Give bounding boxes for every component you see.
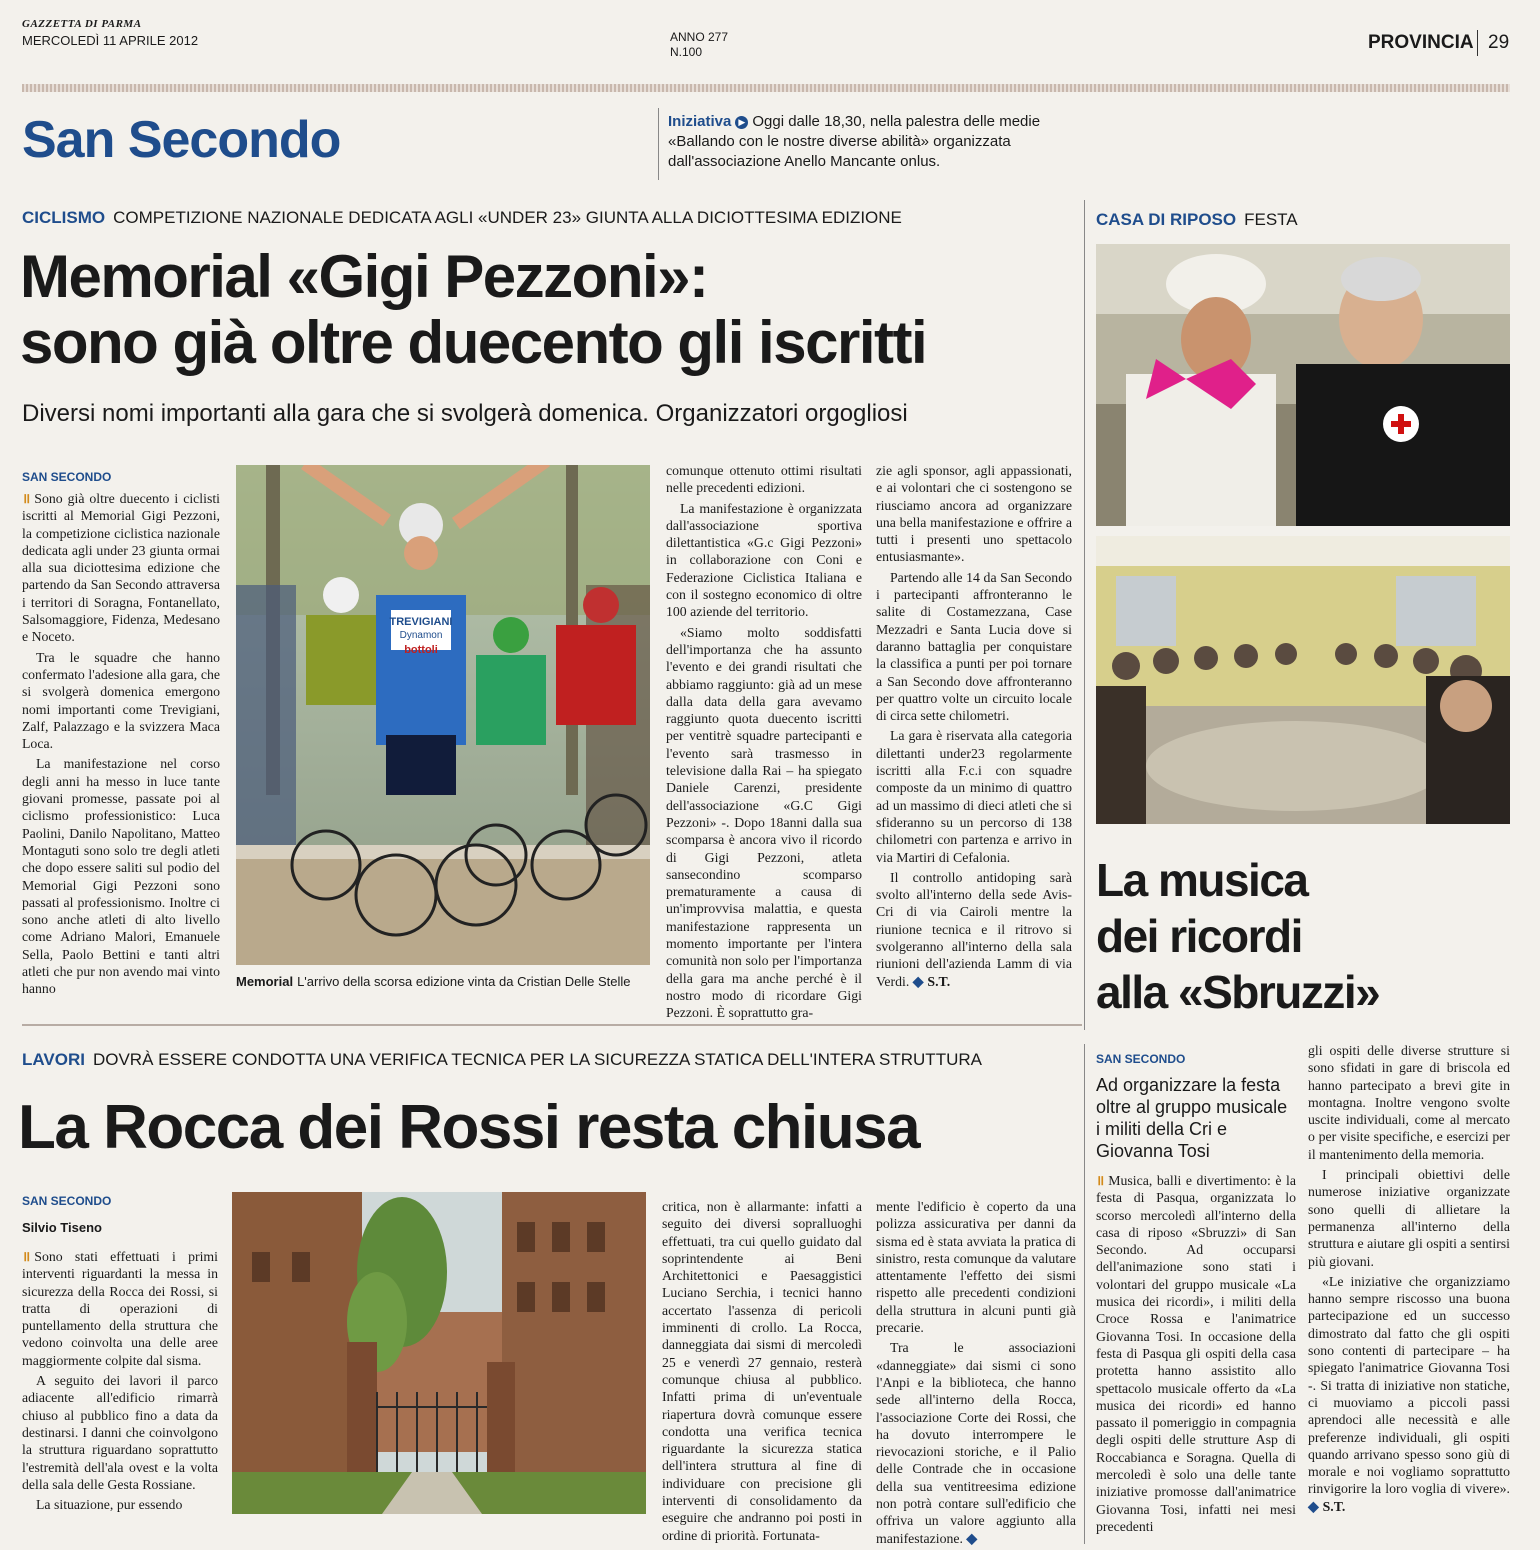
end-diamond-icon: ◆ (912, 973, 924, 989)
rocca-photo (232, 1192, 646, 1514)
article1-dateline: SAN SECONDO (22, 470, 112, 484)
article1-kicker-text: COMPETIZIONE NAZIONALE DEDICATA AGLI «UNDER 23» GIUNTA ALLA DICIOTTESIMA EDIZIONE (113, 208, 902, 227)
section-name: PROVINCIA (1368, 32, 1474, 53)
article2-column-2 (662, 1198, 862, 1547)
paragraph: Partendo alle 14 da San Secondo i partecipanti affronteranno le salite di Costamezzana, Case Mezzadri e Santa Lucia dove si daranno battaglia per conquistare la classifica a punti per poi tornare a San Secondo dove affronteranno per quattro volte un circuito locale di circa sette chilometri. (876, 569, 1072, 724)
paragraph: Il controllo antidoping sarà svolto all'interno della sede Avis-Cri di via Cairoli mentre la riunione tecnica e il ritrovo si svolgeranno all'interno della sala riunioni dell'azienda Lamm di via Verdi. ◆ S.T. (876, 869, 1072, 989)
paragraph: comunque ottenuto ottimi risultati nelle precedenti edizioni. (666, 463, 862, 496)
article3-column-1 (1096, 1172, 1296, 1538)
article3-subhead: Ad organizzare la festa oltre al gruppo musicale i militi della Cri e Giovanna Tosi (1096, 1075, 1288, 1161)
article3-dateline: SAN SECONDO (1096, 1052, 1186, 1066)
article3-headline-line1: La musica (1096, 854, 1308, 906)
iniziativa-box (668, 112, 1088, 172)
jersey-text-3: bottoli (404, 644, 438, 656)
anno-label: ANNO 277 (670, 30, 729, 44)
paragraph: ॥ Sono già oltre duecento i ciclisti iscritti al Memorial Gigi Pezzoni, la competizione ciclistica nazionale dedicata agli under 23 giunta ormai alla sua diciottesima edizione che partendo da San Secondo attraversa i territori di Soragna, Fontanellato, Salsomaggiore, Fidenza, Medesano e Noceto. (22, 491, 220, 645)
jersey-text-2: Dynamon (399, 630, 443, 641)
numero-label: N.100 (670, 45, 703, 59)
issue-number (670, 30, 728, 60)
caption-label: Memorial (236, 974, 294, 989)
paragraph-marker-icon: ॥ (22, 1249, 31, 1264)
end-diamond-icon: ◆ (966, 1530, 978, 1546)
article2-column-1 (22, 1248, 218, 1516)
article2-kicker (22, 1050, 982, 1070)
article3-headline (1096, 852, 1510, 1020)
paragraph: «Le iniziative che organizziamo hanno sempre riscosso una buona partecipazione ed un successo dimostrato dal fatto che gli ospiti sono contenti di partecipare – ha spiegato l'animatrice Giovanna Tosi -. Si tratta di iniziative non statiche, ci muoviamo a piccoli passi aprendoci alle necessità e alle preferenze individuali, gli ospiti quando arrivano spesso sono giù di morale e noi vogliamo soprattutto rinvigorire la loro voglia di vivere». ◆ S.T. (1308, 1273, 1510, 1514)
article3-kicker-tag: CASA DI RIPOSO (1096, 210, 1237, 229)
dining-hall-photo (1096, 536, 1510, 824)
iniziativa-text: Oggi dalle 18,30, nella palestra delle medie «Ballando con le nostre diverse abilità» organizzata dall'associazione Anello Mancante onlus. (668, 113, 1041, 170)
article1-kicker-tag: CICLISMO (22, 208, 106, 227)
section-divider (1477, 30, 1478, 56)
end-diamond-icon: ◆ (1308, 1498, 1319, 1514)
paragraph: La situazione, pur essendo (36, 1497, 183, 1513)
article2-byline: Silvio Tiseno (22, 1220, 102, 1235)
article3-kicker (1096, 210, 1298, 230)
paragraph: ॥ Musica, balli e divertimento: è la festa di Pasqua, organizzata lo scorso mercoledì all'interno della casa di riposo «Sbruzzi» di San Secondo. Ad occuparsi dell'animazione sono stati i volontari del gruppo musicale «La musica dei ricordi», i militi della Croce Rossa e l'animatrice Giovanna Tosi. In occasione della festa di Pasqua gli ospiti della casa protetta hanno assistito allo spettacolo musicale offerto da «La musica dei ricordi» ed hanno passato il pomeriggio in compagnia degli ospiti delle strutture Asp di Roccabianca e Soragna. Quella di mercoledì è solo una delle tante iniziative promosse dall'animatrice Giovanna Tosi, infatti nei mesi precedenti (1096, 1173, 1296, 1534)
signature: S.T. (927, 973, 951, 989)
paragraph: La manifestazione è organizzata dall'associazione sportiva dilettantistica «G.c Gigi Pezzoni» in collaborazione con Coni e Federazione Ciclistica Italiana e con il sostegno economico di oltre 100 aziende del territorio. (666, 500, 862, 620)
town-title: San Secondo (22, 111, 341, 169)
paragraph: La manifestazione nel corso degli anni ha messo in luce tante giovani promesse, passate poi al ciclismo professionistico: Luca Paolini, Danilo Napolitano, Matteo Montaguti sono solo tre degli atleti che dopo essere saliti sul podio del Memorial Gigi Pezzoni sono passati al professionismo. Inoltre ci sono anche atleti di alto livello come Adriano Malori, Emanuele Sella, Paolo Bettini e tanti altri atleti che pur non avendo mai vinto hanno (22, 756, 220, 997)
column-divider-lower (1084, 1044, 1085, 1544)
paragraph: critica, non è allarmante: infatti a seguito dei diversi sopralluoghi effettuati, tra cui quello guidato dal soprintendente ai Beni Architettonici e Paesaggistici Luciano Serchia, i tecnici hanno accertato l'assenza di pericoli imminenti di crollo. La Rocca, danneggiata dai sismi di mercoledì 25 e venerdì 27 gennaio, resterà comunque chiusa al pubblico. Infatti prima di un'eventuale riapertura dovrà comunque essere condotta una verifica tecnica riguardante la sicurezza statica dell'intera struttura al fine di individuare con precisione gli interventi di consolidamento da eseguire che andranno poi posti in ordine di priorità. Fortunata- (662, 1199, 862, 1543)
article1-column-1 (22, 490, 220, 1001)
article-separator (22, 1024, 1082, 1026)
issue-date: MERCOLEDÌ 11 APRILE 2012 (22, 33, 199, 48)
paragraph: A seguito dei lavori il parco adiacente all'edificio rimarrà chiuso al pubblico fino a data da destinarsi. I danni che coinvolgono la struttura riguardano soprattutto l'estremità dell'ala ovest e la volta della sala delle Gesta Rossiane. (22, 1373, 218, 1492)
article2-column-3 (876, 1198, 1076, 1550)
caption-text: L'arrivo della scorsa edizione vinta da Cristian Delle Stelle (297, 974, 631, 989)
paragraph: La gara è riservata alla categoria dilettanti under23 regolarmente iscritti alla F.c.i con squadre composte da un minimo di quattro ad un massimo di dieci atleti che si sfideranno su un percorso di 138 chilometri con partenza e arrivo in via Martiri di Cefalonia. (876, 728, 1072, 865)
signature: S.T. (1322, 1498, 1346, 1514)
article3-headline-line3: alla «Sbruzzi» (1096, 966, 1380, 1018)
article2-headline: La Rocca dei Rossi resta chiusa (18, 1093, 920, 1162)
article1-headline-line1: Memorial «Gigi Pezzoni»: (20, 243, 708, 310)
paragraph: ॥ Sono stati effettuati i primi interventi riguardanti la messa in sicurezza della Rocca dei Rossi, si tratta di operazioni di puntellamento della struttura che vedono coinvolta una delle aree maggiormente colpite dal sisma. (22, 1249, 218, 1368)
divider-iniziativa (658, 108, 659, 180)
arrow-right-icon: ▶ (735, 116, 748, 129)
paragraph-marker-icon: ॥ (22, 491, 31, 506)
paper-name: GAZZETTA DI PARMA (22, 18, 142, 30)
paragraph: Tra le associazioni «danneggiate» dai sismi ci sono l'Anpi e la biblioteca, che hanno sede all'interno della Rocca, l'associazione Corte dei Rossi, che ha dovuto interrompere le rievocazioni storiche, e il Palio delle Contrade che in occasione della sua ventitreesima edizione non potrà contare sull'edificio che offriva un valore aggiunto alla manifestazione. ◆ (876, 1340, 1076, 1546)
article3-headline-line2: dei ricordi (1096, 910, 1302, 962)
page-number: 29 (1488, 32, 1510, 53)
masthead-rule (22, 84, 1510, 92)
article3-column-2 (1308, 1042, 1510, 1518)
article1-headline (20, 244, 1080, 376)
article2-kicker-text: DOVRÀ ESSERE CONDOTTA UNA VERIFICA TECNICA PER LA SICUREZZA STATICA DELL'INTERA STRUTTURA (92, 1050, 982, 1069)
article1-subhead: Diversi nomi importanti alla gara che si svolgerà domenica. Organizzatori orgogliosi (22, 400, 908, 427)
iniziativa-label: Iniziativa (668, 113, 732, 130)
paragraph: Tra le squadre che hanno confermato l'adesione alla gara, che si svolgerà domenica emergono nomi importanti come Trevigiani, Zalf, Palazzago e la svizzera Maca Loca. (22, 649, 220, 752)
article1-column-3 (876, 462, 1072, 993)
article1-column-2 (666, 462, 862, 1025)
column-divider (1084, 200, 1085, 1030)
paragraph: mente l'edificio è coperto da una polizza assicurativa per danni da sisma ed è stata avviata la pratica di sinistro, resta comunque da valutare attentamente l'effetto dei sismi rispetto alle precedenti condizioni della struttura in alcuni punti già precarie. (876, 1199, 1076, 1336)
paragraph: I principali obiettivi delle numerose iniziative organizzate sono quelli di allietare la permanenza all'interno della struttura e aiutare gli ospiti a sentirsi più giovani. (1308, 1167, 1510, 1269)
paragraph: zie agli sponsor, agli appassionati, e ai volontari che ci sostengono se riusciamo ancora ad organizzare una bella manifestazione e offrire a tutti i presenti uno spettacolo entusiasmante». (876, 463, 1072, 565)
paragraph-marker-icon: ॥ (1096, 1173, 1105, 1188)
cycling-photo (236, 465, 650, 965)
cycling-photo-caption (236, 974, 650, 989)
jersey-text-1: TREVIGIANI (389, 616, 453, 628)
article3-kicker-text: FESTA (1244, 210, 1298, 229)
paragraph: «Siamo molto soddisfatti dell'importanza che ha assunto l'evento e dei grandi risultati che abbiamo raggiunto: già ad un mese dalla data della gara avevamo raggiunto quota duecento iscritti per ventitrè squadre partecipanti e l'evento sarà trasmesso in televisione dalla Rai – ha spiegato Daniele Carenzi, presidente dell'associazione «G.C Gigi Pezzoni» -. Dopo 18anni dalla sua scomparsa è ancora vivo il ricordo di Gigi Pezzoni, atleta sansecondino scomparso prematuramente a causa di un'improvvisa malattia, e questa manifestazione rappresenta un momento importante per l'intera comunità non solo per l'importanza della gara ma anche perché è il nostro modo di ricordare Gigi Pezzoni. È soprattutto gra- (666, 624, 862, 1021)
paragraph: gli ospiti delle diverse strutture si sono sfidati in gare di briscola ed hanno partecipato a brevi gite in montagna. Inoltre vengono svolte uscite individuali, come al mercato o per visite specifiche, e esercizi per il mantenimento della memoria. (1308, 1043, 1510, 1162)
article2-dateline: SAN SECONDO (22, 1194, 112, 1208)
article2-kicker-tag: LAVORI (22, 1050, 85, 1069)
article1-kicker (22, 208, 902, 228)
article1-headline-line2: sono già oltre duecento gli iscritti (20, 309, 927, 376)
red-cross-photo (1096, 244, 1510, 526)
